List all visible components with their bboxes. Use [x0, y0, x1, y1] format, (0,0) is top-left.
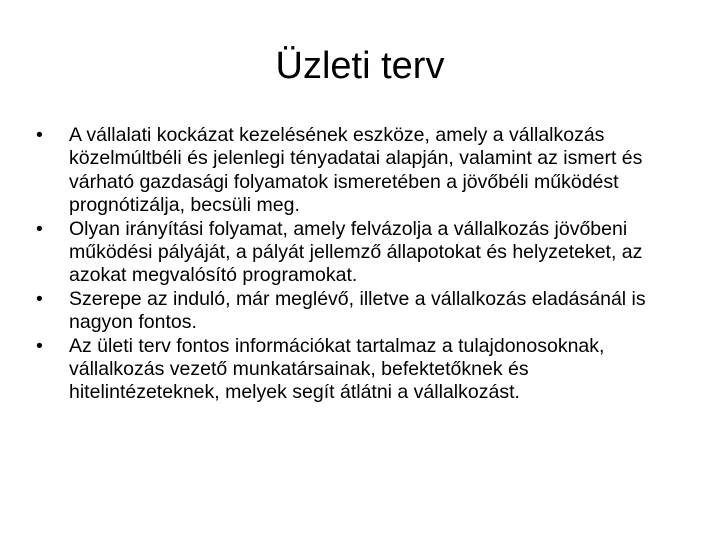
- bullet-item: [36, 288, 676, 335]
- bullet-item: [36, 218, 676, 288]
- bullet-text: Az ületi terv fontos információkat tartalmaz a tulajdonosoknak, vállalkozás vezető munkatársainak, befektetőknek és hitelintézeteknek, melyek segít átlátni a vállalkozást.: [69, 334, 605, 404]
- bullet-text: Olyan irányítási folyamat, amely felvázolja a vállalkozás jövőbeni működési pályáját, a pályát jellemző állapotokat és helyzeteket, az azokat megvalósító programokat.: [69, 217, 643, 287]
- bullet-list: [36, 124, 676, 405]
- bullet-item: [36, 335, 676, 405]
- bullet-dot-icon: •: [36, 217, 43, 240]
- bullet-dot-icon: •: [36, 124, 43, 146]
- bullet-item: [36, 124, 676, 218]
- bullet-dot-icon: •: [36, 287, 43, 310]
- slide-title: Üzleti terv: [275, 45, 445, 87]
- bullet-text: Szerepe az induló, már meglévő, illetve a vállalkozás eladásánál is nagyon fontos.: [69, 287, 646, 334]
- bullet-dot-icon: •: [36, 334, 43, 357]
- bullet-text: A vállalati kockázat kezelésének eszköze, amely a vállalkozás közelmúltbéli és jelenlegi tényadatai alapján, valamint az ismert és várható gazdasági folyamatok ismeretében a jövőbéli működést prognótizálja, becsüli meg.: [69, 124, 643, 217]
